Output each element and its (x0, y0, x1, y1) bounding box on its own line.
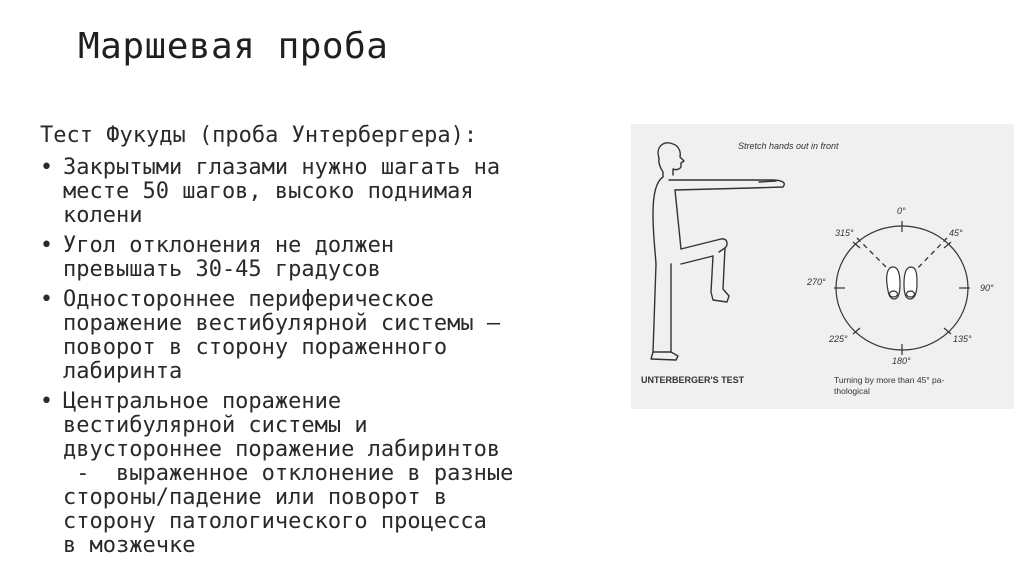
angle-315-label: 315° (835, 228, 854, 238)
angle-90-label: 90° (980, 283, 994, 293)
bullet-item (40, 288, 625, 384)
angle-270-label: 270° (807, 277, 826, 287)
bullet-text-line: сторону патологического процесса (63, 509, 487, 534)
bullet-text-line: колени (63, 203, 143, 228)
bullet-item (40, 234, 625, 282)
bullet-text-line: Закрытыми глазами нужно шагать на (63, 155, 501, 180)
bullet-item (40, 156, 625, 228)
bullet-text-line: Центральное поражение (63, 389, 342, 414)
bullet-dot-icon: • (40, 389, 53, 414)
bullet-dot-icon: • (40, 233, 53, 258)
bullet-text-line: в мозжечке (63, 533, 196, 558)
bullet-dot-icon: • (40, 155, 53, 180)
bullet-text-line: месте 50 шагов, высоко поднимая (63, 179, 474, 204)
bullet-text-line: - выраженное отклонение в разные (63, 461, 514, 486)
angle-135-label: 135° (953, 334, 972, 344)
feet-icon (887, 267, 917, 299)
person-illustration (651, 143, 784, 360)
figure-caption-right-line2: thological (834, 386, 870, 396)
bullet-text-line: стороны/падение или поворот в (63, 485, 448, 510)
slide-body (40, 124, 625, 564)
angle-225-label: 225° (829, 334, 848, 344)
figure-caption-right-line1: Turning by more than 45° pa- (834, 375, 945, 385)
bullet-text-line: поворот в сторону пораженного (63, 335, 448, 360)
bullet-text-line: вестибулярной системы и (63, 413, 368, 438)
bullet-text-line: превышать 30-45 градусов (63, 257, 381, 282)
bullet-item (40, 390, 625, 558)
figure-caption-left: UNTERBERGER'S TEST (641, 375, 745, 385)
bullet-dot-icon: • (40, 287, 53, 312)
slide-title: Маршевая проба (78, 26, 389, 67)
unterberger-figure (631, 124, 1014, 409)
bullet-text-line: поражение вестибулярной системы – (63, 311, 501, 336)
unterberger-illustration (631, 124, 1014, 409)
angle-0-label: 0° (897, 206, 906, 216)
bullet-list (40, 156, 625, 558)
bullet-text-line: Одностороннее периферическое (63, 287, 434, 312)
angle-45-label: 45° (949, 228, 963, 238)
instruction-text: Stretch hands out in front (738, 141, 839, 151)
bullet-text-line: Угол отклонения не должен (63, 233, 395, 258)
intro-text: Тест Фукуды (проба Унтербергера): (40, 123, 478, 148)
bullet-text-line: лабиринта (63, 359, 183, 384)
bullet-text-line: двустороннее поражение лабиринтов (63, 437, 501, 462)
angle-180-label: 180° (892, 356, 911, 366)
rotation-diagram (806, 206, 994, 366)
